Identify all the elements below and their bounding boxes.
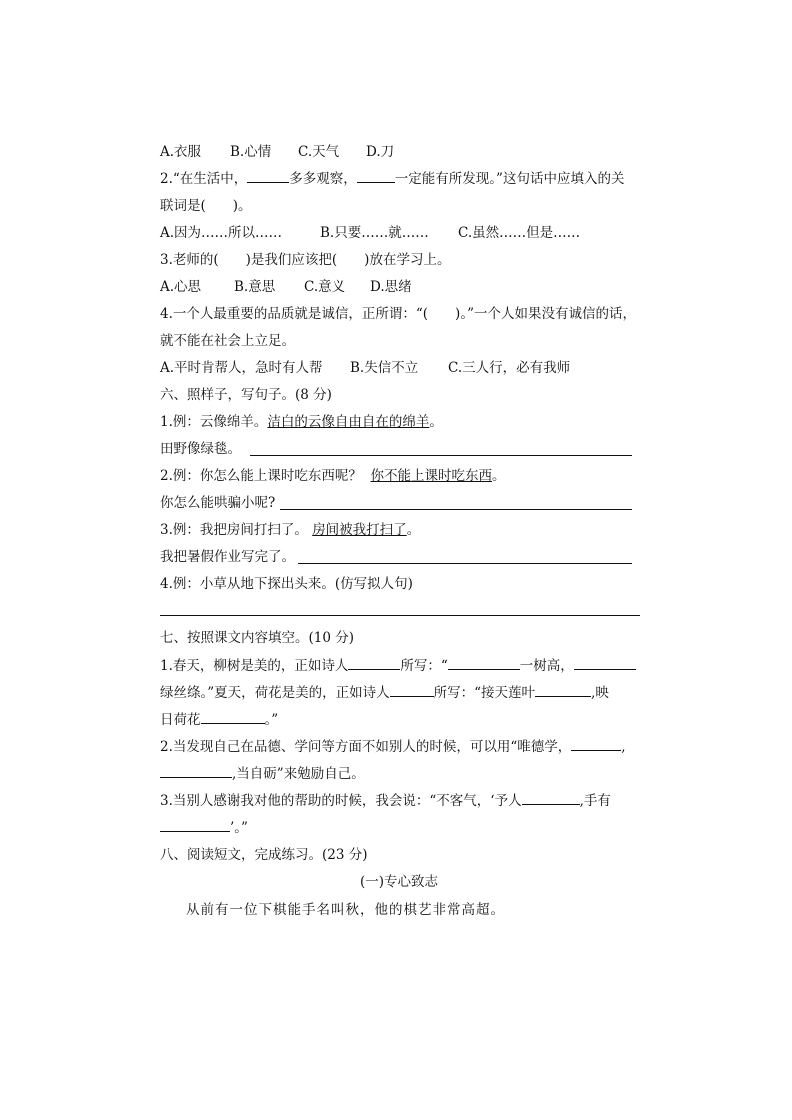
fill-text: 所写：“ [400,658,448,674]
q2-options [160,224,580,242]
example-3 [160,521,420,539]
fill-line-2 [160,684,609,702]
fill-text: 1.春天，柳树是美的，正如诗人 [160,658,349,674]
option: A.平时肯帮人，急时有人帮 [160,360,323,376]
fill-text: 所写：“接天莲叶 [433,685,536,701]
example-4: 4.例：小草从地下探出头来。(仿写拟人句) [160,576,413,592]
question-4-line-2: 就不能在社会上立足。 [160,333,295,349]
answer-line[interactable] [160,615,640,616]
fill-text: 日荷花 [160,712,201,728]
answer-blank[interactable] [448,657,520,670]
question-text: 一定能有所发现。”这句话中应填入的关 [394,171,625,187]
option: C.意义 [304,279,346,295]
answer-line[interactable] [280,509,632,510]
answer-blank[interactable] [357,170,395,183]
answer-line[interactable] [298,563,632,564]
q4-options [160,359,570,377]
option: B.心情 [230,144,272,160]
example-prefix: 3.例：我把房间打扫了。 [160,522,308,538]
example-2 [160,467,505,485]
option: A.因为……所以…… [160,225,283,241]
option: B.只要……就…… [320,225,429,241]
question-text: 2.“在生活中， [160,171,248,187]
option: C.三人行，必有我师 [448,360,571,376]
answer-blank[interactable] [160,765,232,778]
fill-line-5 [160,765,365,783]
question-3: 3.老师的( )是我们应该把( )放在学习上。 [160,252,451,268]
fill-line-6 [160,792,611,810]
question-2-line-1 [160,170,624,188]
fill-line-3 [160,711,278,729]
q1-options [160,143,394,161]
answer-blank[interactable] [348,657,400,670]
answer-blank[interactable] [160,819,230,832]
example-answer: 你不能上课时吃东西 [370,468,492,484]
section-7-title: 七、按照课文内容填空。(10 分) [160,630,355,646]
punct: 。 [429,414,443,430]
option: D.思绪 [370,279,412,295]
section-6-title: 六、照样子，写句子。(8 分) [160,387,332,403]
fill-text: ,手有 [579,793,611,809]
fill-text: , [621,739,626,755]
fill-text: 一树高， [519,658,574,674]
option: A.衣服 [160,144,202,160]
answer-blank[interactable] [522,792,580,805]
example-answer: 房间被我打扫了 [312,522,407,538]
task-3: 我把暑假作业写完了。 [160,549,295,565]
answer-blank[interactable] [247,170,289,183]
fill-line-4 [160,738,626,756]
q3-options [160,278,412,296]
fill-text: ,当自砺”来勉励自己。 [232,766,365,782]
fill-line-7 [160,819,248,837]
option: A.心思 [160,279,202,295]
option: C.天气 [298,144,340,160]
example-prefix: 2.例：你怎么能上课时吃东西呢？ [160,468,362,484]
option: B.失信不立 [350,360,419,376]
question-2-line-2: 联词是( )。 [160,198,252,214]
answer-blank[interactable] [535,684,591,697]
answer-blank[interactable] [571,738,621,751]
punct: 。 [406,522,421,538]
fill-line-1 [160,657,636,675]
option: C.虽然……但是…… [458,225,581,241]
fill-text: 2.当发现自己在品德、学问等方面不如别人的时候，可以用“唯德学， [160,739,572,755]
fill-text: 绿丝绦。”夏天，荷花是美的，正如诗人 [160,685,390,701]
question-text: 多多观察， [289,171,357,187]
section-8-title: 八、阅读短文，完成练习。(23 分) [160,847,368,863]
example-answer: 洁白的云像自由自在的绵羊 [267,414,430,430]
question-4-line-1: 4.一个人最重要的品质就是诚信，正所谓：“( )。”一个人如果没有诚信的话， [160,306,636,322]
fill-text: 。” [264,712,279,728]
option: B.意思 [234,279,276,295]
answer-line[interactable] [250,455,632,456]
task-1: 田野像绿毯。 [160,441,241,457]
answer-blank[interactable] [201,711,265,724]
fill-text: ,映 [591,685,609,701]
example-1 [160,413,443,431]
answer-blank[interactable] [574,657,636,670]
fill-text: ’。” [230,820,248,836]
answer-blank[interactable] [390,684,434,697]
punct: 。 [491,468,506,484]
example-prefix: 1.例：云像绵羊。 [160,414,268,430]
fill-text: 3.当别人感谢我对他的帮助的时候，我会说：“不客气，‘予人 [160,793,522,809]
task-2: 你怎么能哄骗小呢? [160,495,276,511]
passage-text: 从前有一位下棋能手名叫秋，他的棋艺非常高超。 [186,902,505,918]
option: D.刀 [366,144,395,160]
passage-title: (一)专心致志 [360,874,439,890]
